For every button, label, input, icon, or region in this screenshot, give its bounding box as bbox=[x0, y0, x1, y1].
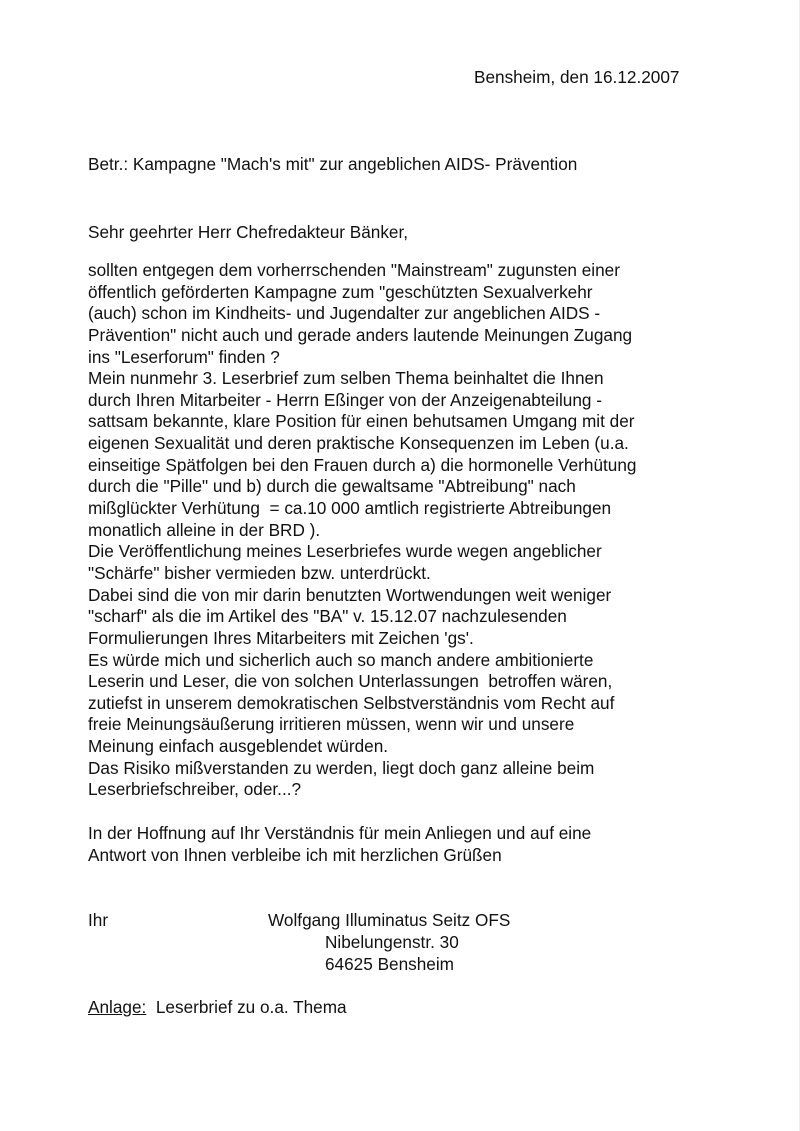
body-line: öffentlich geförderten Kampagne zum "geschützten Sexualverkehr bbox=[88, 281, 593, 302]
body-line: sattsam bekannte, klare Position für einen behutsamen Umgang mit der bbox=[88, 411, 635, 432]
body-line: mißglückter Verhütung = ca.10 000 amtlich registrierte Abtreibungen bbox=[88, 498, 612, 519]
body-line: "Schärfe" bisher vermieden bzw. unterdrückt. bbox=[88, 562, 431, 583]
enclosure-text: Leserbrief zu o.a. Thema bbox=[155, 997, 347, 1017]
body-line: eigenen Sexualität und deren praktische Konsequenzen im Leben (u.a. bbox=[88, 433, 629, 454]
body-line: zutiefst in unserem demokratischen Selbstverständnis vom Recht auf bbox=[88, 692, 615, 713]
sender-name: Wolfgang Illuminatus Seitz OFS bbox=[268, 910, 511, 930]
body-line: Mein nunmehr 3. Leserbrief zum selben Thema beinhaltet die Ihnen bbox=[88, 368, 604, 389]
body-line: (auch) schon im Kindheits- und Jugendalter zur angeblichen AIDS - bbox=[88, 303, 601, 324]
closing-paragraph bbox=[88, 822, 591, 866]
body-line: einseitige Spätfolgen bei den Frauen durch a) die hormonelle Verhütung bbox=[88, 454, 637, 475]
body-line: Leserbriefschreiber, oder...? bbox=[88, 779, 302, 800]
body-line: sollten entgegen dem vorherrschenden "Mainstream" zugunsten einer bbox=[88, 260, 620, 280]
enclosure-label: Anlage: bbox=[88, 997, 147, 1017]
closing-line: In der Hoffnung auf Ihr Verständnis für mein Anliegen und auf eine bbox=[88, 823, 592, 843]
complimentary-close: Ihr bbox=[88, 910, 109, 930]
body-line: Das Risiko mißverstanden zu werden, liegt doch ganz alleine beim bbox=[88, 757, 595, 778]
body-line: Es würde mich und sicherlich auch so manch andere ambitionierte bbox=[88, 649, 594, 670]
body-line: durch die "Pille" und b) durch die gewaltsame "Abtreibung" nach bbox=[88, 476, 576, 497]
enclosure bbox=[88, 997, 347, 1019]
letter-body bbox=[88, 260, 636, 801]
body-line: monatlich alleine in der BRD ). bbox=[88, 519, 321, 540]
body-line: Meinung einfach ausgeblendet würden. bbox=[88, 736, 389, 757]
sender-city: 64625 Bensheim bbox=[325, 954, 454, 974]
body-line: ins "Leserforum" finden ? bbox=[88, 346, 280, 367]
closing-line: Antwort von Ihnen verbleibe ich mit herzlichen Grüßen bbox=[88, 845, 502, 865]
subject-line: Betr.: Kampagne "Mach's mit" zur angeblichen AIDS- Prävention bbox=[88, 154, 578, 174]
place-date: Bensheim, den 16.12.2007 bbox=[474, 67, 680, 87]
body-line: Leserin und Leser, die von solchen Unterlassungen betroffen wären, bbox=[88, 671, 613, 692]
body-line: durch Ihren Mitarbeiter - Herrn Eßinger von der Anzeigenabteilung - bbox=[88, 389, 602, 410]
body-line: Die Veröffentlichung meines Leserbriefes wurde wegen angeblicher bbox=[88, 541, 602, 562]
body-line: Prävention" nicht auch und gerade anders lautende Meinungen Zugang bbox=[88, 324, 633, 345]
body-line: Formulierungen Ihres Mitarbeiters mit Zeichen 'gs'. bbox=[88, 627, 474, 648]
body-line: freie Meinungsäußerung irritieren müssen, wenn wir und unsere bbox=[88, 714, 575, 735]
salutation: Sehr geehrter Herr Chefredakteur Bänker, bbox=[88, 222, 409, 242]
body-line: Dabei sind die von mir darin benutzten Wortwendungen weit weniger bbox=[88, 584, 612, 605]
sender-street: Nibelungenstr. 30 bbox=[325, 932, 459, 952]
body-line: "scharf" als die im Artikel des "BA" v. 15.12.07 nachzulesenden bbox=[88, 606, 567, 627]
